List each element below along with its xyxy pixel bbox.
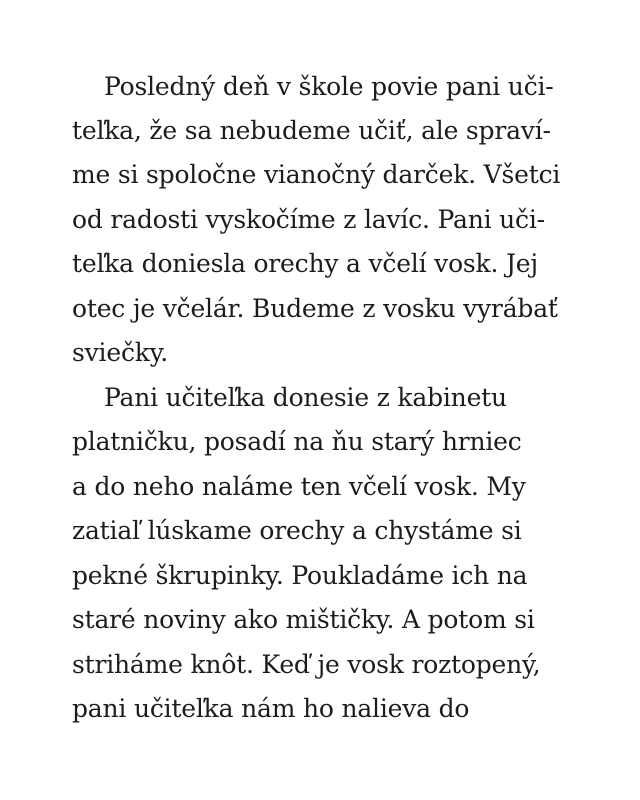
text-line: Posledný deň v škole povie pani uči- [104,72,554,101]
text-line: pani učiteľka nám ho nalieva do [72,694,470,723]
text-line: Pani učiteľka donesie z kabinetu [104,383,507,412]
text-line: staré noviny ako mištičky. A potom si [72,605,535,634]
text-line: me si spoločne vianočný darček. Všetci [72,160,561,189]
text-line: platničku, posadí na ňu starý hrniec [72,427,522,456]
text-line: pekné škrupinky. Poukladáme ich na [72,561,528,590]
text-line: teľka, že sa nebudeme učiť, ale spraví- [72,116,551,145]
text-line: teľka doniesla orechy a včelí vosk. Jej [72,249,538,278]
text-line: striháme knôt. Keď je vosk roztopený, [72,650,541,679]
text-line: od radosti vyskočíme z lavíc. Pani uči- [72,205,545,234]
text-line: a do neho naláme ten včelí vosk. My [72,472,526,501]
text-line: otec je včelár. Budeme z vosku vyrábať [72,294,558,323]
text-line: sviečky. [72,338,169,367]
text-line: zatiaľ lúskame orechy a chystáme si [72,516,522,545]
